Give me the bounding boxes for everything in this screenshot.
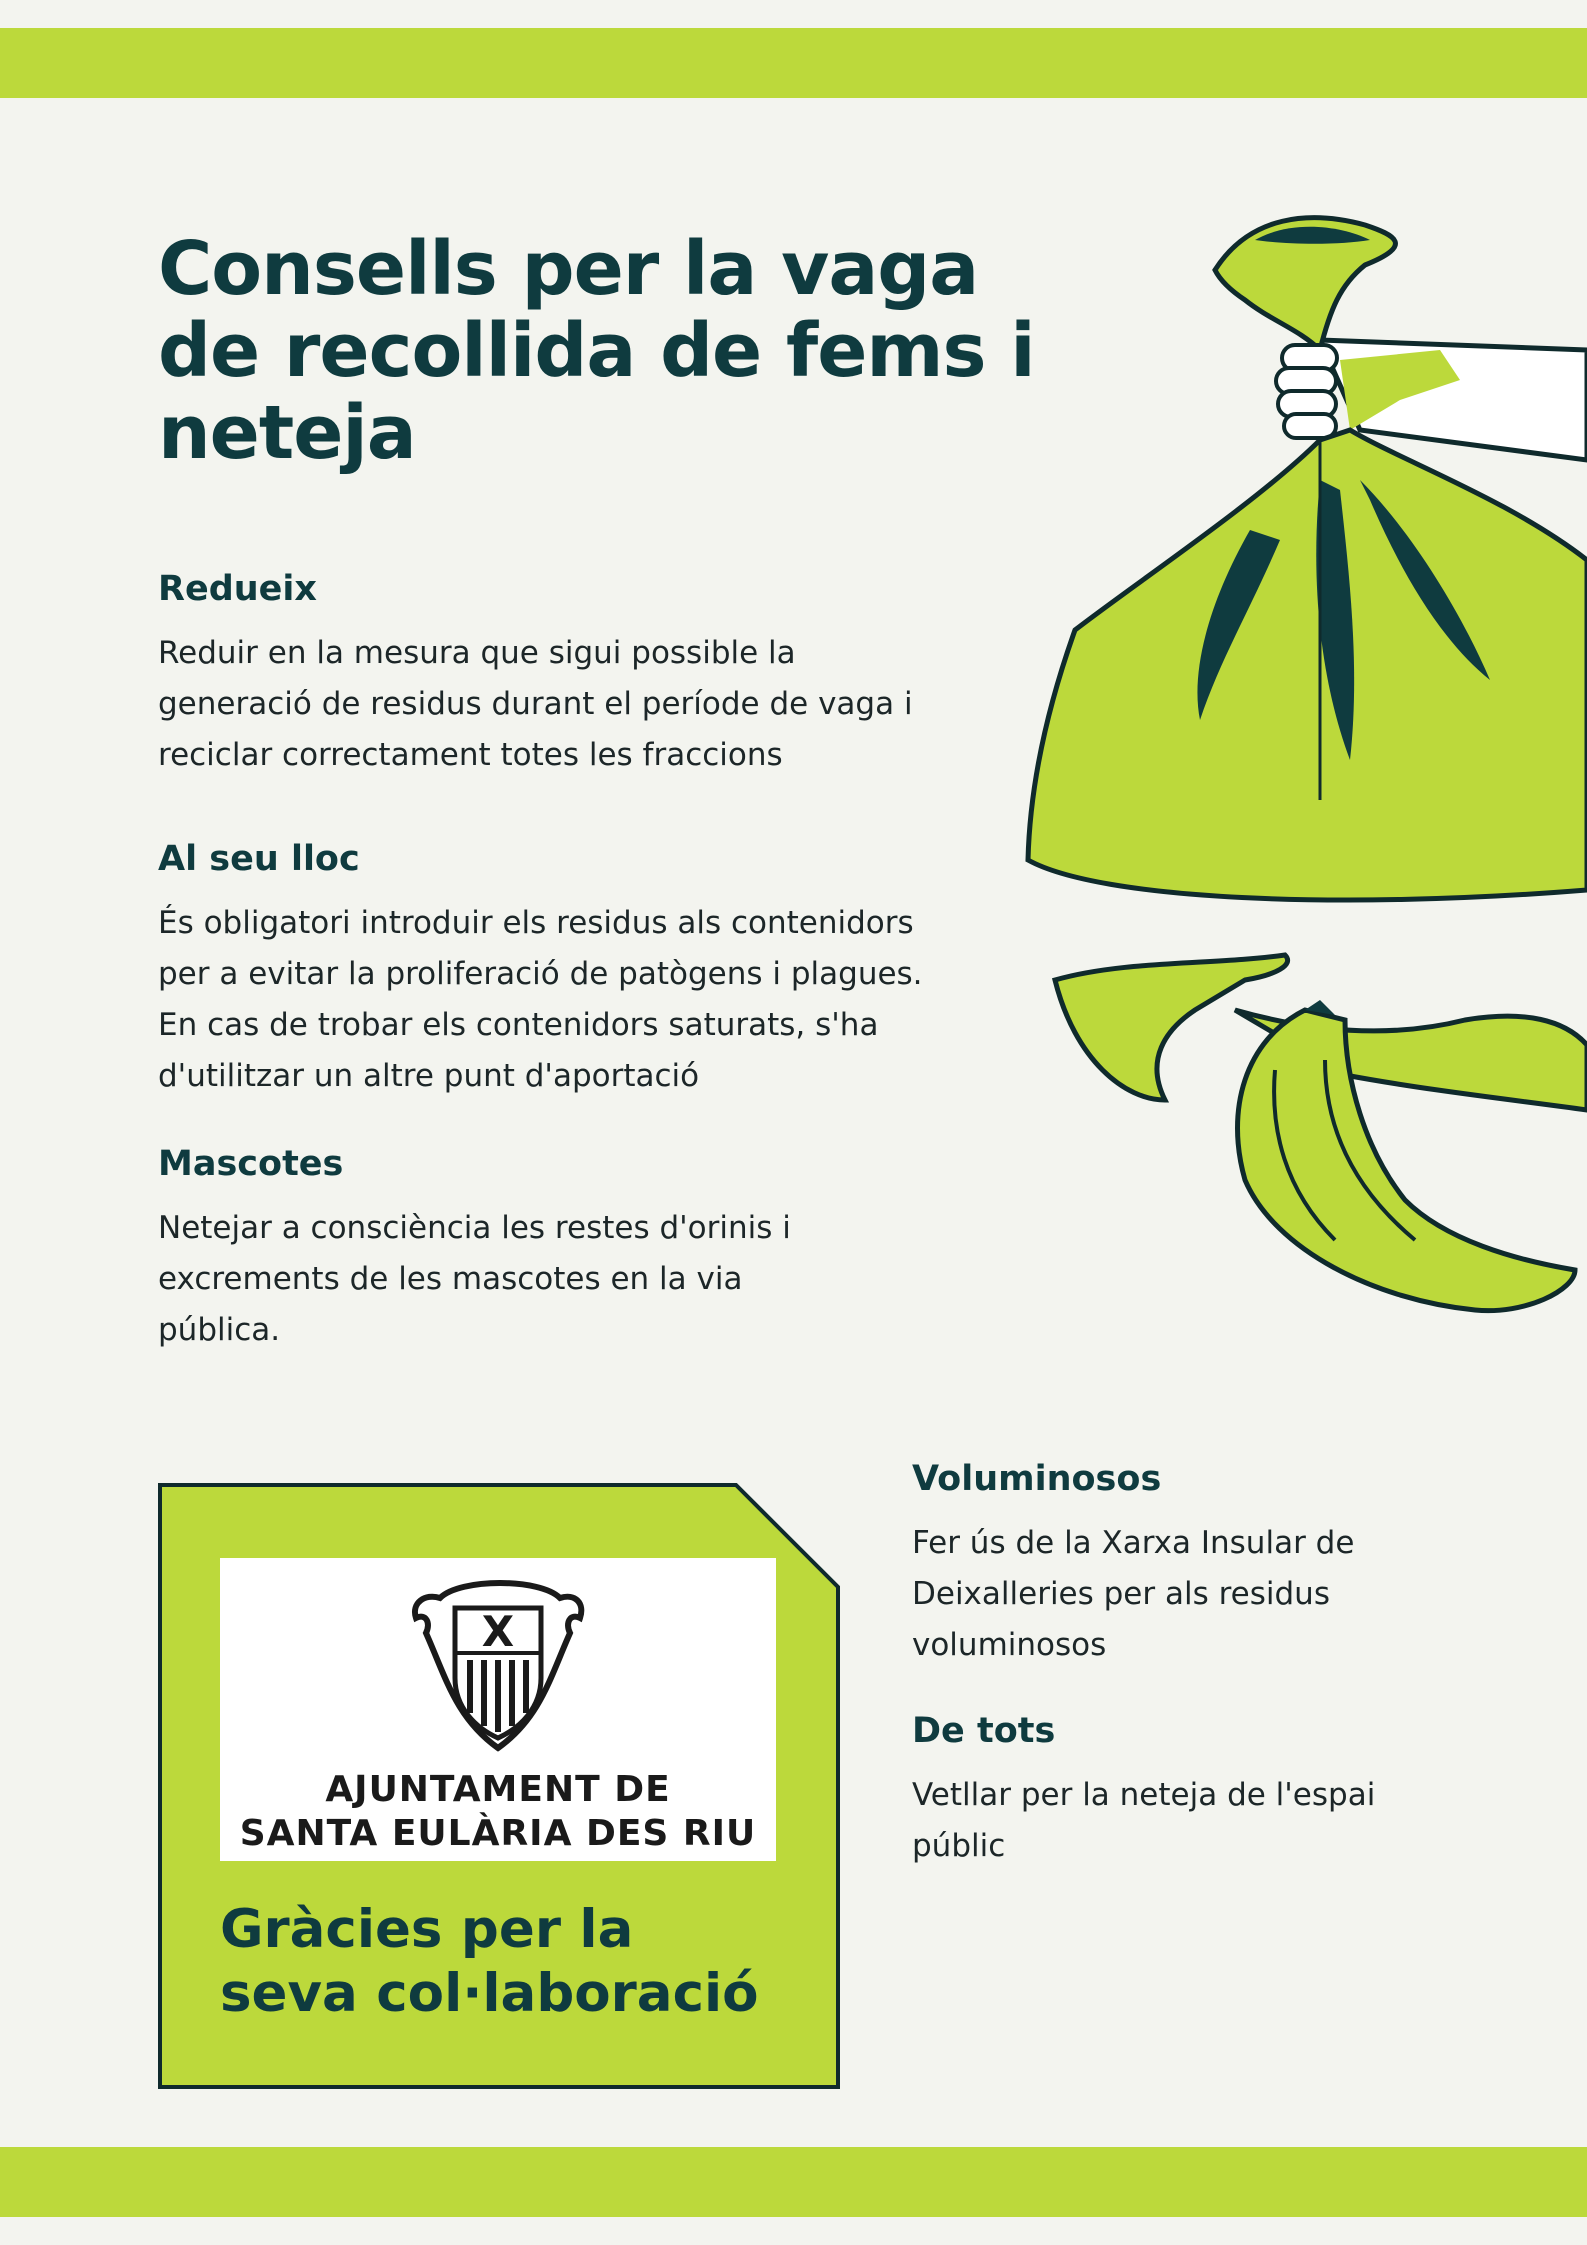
section-heading: Mascotes [158, 1144, 344, 1184]
section-redueix [158, 568, 1018, 781]
svg-text:X: X [481, 1607, 515, 1656]
section-de-tots [912, 1710, 1532, 1872]
section-heading: Voluminosos [912, 1459, 1162, 1499]
section-heading: De tots [912, 1711, 1056, 1751]
section-mascotes [158, 1143, 1018, 1356]
page-title: Consells per la vaga de recollida de fems i neteja [158, 226, 1035, 476]
section-heading: Redueix [158, 569, 317, 609]
thanks-message: Gràcies per la seva col·laboració [220, 1899, 759, 2024]
section-al-seu-lloc [158, 838, 1038, 1102]
section-body: Reduir en la mesura que sigui possible la generació de residus durant el període de vaga i reciclar correctament totes les fraccions [158, 635, 913, 773]
garbage-bag-icon [1020, 200, 1587, 920]
section-body: Netejar a consciència les restes d'orinis i excrements de les mascotes en la via pública. [158, 1210, 791, 1348]
banana-peel-icon [1045, 950, 1587, 1330]
thanks-card [158, 1483, 840, 2089]
section-body: Vetllar per la neteja de l'espai públic [912, 1777, 1376, 1864]
top-accent-band [0, 28, 1587, 98]
municipal-crest-icon [400, 1568, 596, 1764]
section-heading: Al seu lloc [158, 839, 360, 879]
logo-line-1: AJUNTAMENT DE [325, 1769, 671, 1810]
section-body: És obligatori introduir els residus als contenidors per a evitar la proliferació de patògens i plagues. En cas de trobar els contenidors saturats, s'ha d'utilitzar un altre punt d'aportació [158, 905, 923, 1094]
municipal-logo [220, 1558, 776, 1861]
section-voluminosos [912, 1458, 1532, 1671]
section-body: Fer ús de la Xarxa Insular de Deixalleries per als residus voluminosos [912, 1525, 1355, 1663]
logo-line-2: SANTA EULÀRIA DES RIU [239, 1813, 757, 1854]
bottom-accent-band [0, 2147, 1587, 2217]
